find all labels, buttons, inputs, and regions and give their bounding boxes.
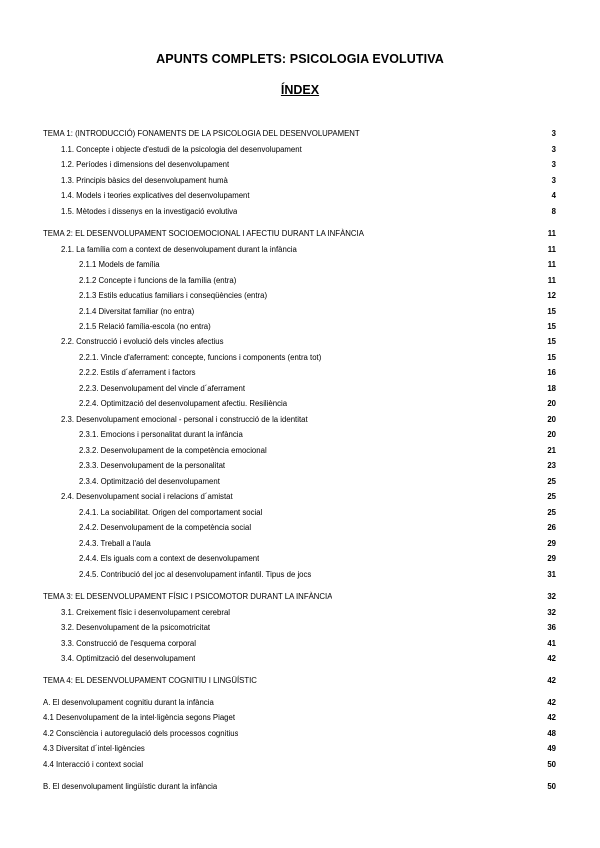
toc-entry-title: 4.3 Diversitat d´intel·ligències	[43, 744, 145, 753]
toc-entry-page: 11	[547, 229, 556, 238]
toc-entry-page: 20	[547, 415, 556, 424]
toc-entry-title: 2.4.5. Contribució del joc al desenvolupament infantil. Tipus de jocs	[79, 570, 312, 579]
toc-entry-title: TEMA 3: EL DESENVOLUPAMENT FÍSIC I PSICOMOTOR DURANT LA INFÀNCIA	[43, 592, 333, 601]
toc-entry-page: 50	[547, 782, 556, 791]
toc-entry[interactable]	[43, 759, 556, 771]
toc-entry-title: 3.3. Construcció de l'esquema corporal	[61, 639, 196, 648]
toc-entry-title: 2.4.3. Treball a l'aula	[79, 539, 151, 548]
toc-entry[interactable]	[43, 697, 556, 709]
toc-entry-title: 2.1.2 Concepte i funcions de la família (entra)	[79, 276, 237, 285]
toc-entry-title: 4.1 Desenvolupament de la intel·ligència segons Piaget	[43, 713, 236, 722]
toc-entry-title: 1.3. Principis bàsics del desenvolupament humà	[61, 176, 228, 185]
toc-entry-page: 32	[547, 592, 556, 601]
toc-entry-title: 2.1.1 Models de família	[79, 260, 160, 269]
toc-entry-page: 15	[547, 337, 556, 346]
toc-entry[interactable]	[79, 306, 556, 318]
toc-entry[interactable]	[79, 522, 556, 534]
toc-entry-title: 1.1. Concepte i objecte d'estudi de la psicologia del desenvolupament	[61, 145, 302, 154]
toc-entry-page: 31	[547, 570, 556, 579]
toc-entry-title: TEMA 2: EL DESENVOLUPAMENT SOCIOEMOCIONAL I AFECTIU DURANT LA INFÀNCIA	[43, 229, 364, 238]
toc-entry-page: 25	[547, 492, 556, 501]
toc-entry-title: 2.4.4. Els iguals com a context de desenvolupament	[79, 554, 260, 563]
toc-entry-page: 15	[547, 353, 556, 362]
toc-entry[interactable]	[61, 491, 556, 503]
toc-entry-page: 36	[547, 623, 556, 632]
toc-entry[interactable]	[79, 290, 556, 302]
toc-entry-title: A. El desenvolupament cognitiu durant la infància	[43, 698, 214, 707]
toc-entry-page: 25	[547, 477, 556, 486]
toc-entry[interactable]	[79, 507, 556, 519]
toc-entry[interactable]	[61, 190, 556, 202]
toc-entry[interactable]	[79, 259, 556, 271]
toc-entry[interactable]	[79, 367, 556, 379]
toc-entry-page: 12	[547, 291, 556, 300]
toc-entry-title: 3.4. Optimització del desenvolupament	[61, 654, 196, 663]
toc-entry[interactable]	[61, 244, 556, 256]
toc-entry-title: 4.2 Consciència i autoregulació dels processos cognitius	[43, 729, 239, 738]
toc-entry-title: 1.4. Models i teories explicatives del desenvolupament	[61, 191, 250, 200]
toc-entry-title: 2.4. Desenvolupament social i relacions d´amistat	[61, 492, 233, 501]
toc-entry[interactable]	[79, 460, 556, 472]
toc-entry-page: 18	[547, 384, 556, 393]
toc-entry[interactable]	[79, 398, 556, 410]
toc-entry-page: 8	[551, 207, 556, 216]
toc-entry-page: 50	[547, 760, 556, 769]
index-heading: ÍNDEX	[280, 83, 320, 97]
toc-entry-title: 2.3.2. Desenvolupament de la competència emocional	[79, 446, 267, 455]
toc-entry[interactable]	[79, 383, 556, 395]
toc-entry-page: 20	[547, 430, 556, 439]
toc-entry-title: TEMA 4: EL DESENVOLUPAMENT COGNITIU I LINGÜÍSTIC	[43, 676, 257, 685]
toc-entry-title: 2.2. Construcció i evolució dels vincles afectius	[61, 337, 224, 346]
toc-entry-page: 42	[547, 713, 556, 722]
toc-entry[interactable]	[43, 228, 556, 240]
toc-entry[interactable]	[61, 607, 556, 619]
toc-entry[interactable]	[43, 128, 556, 140]
document-title: APUNTS COMPLETS: PSICOLOGIA EVOLUTIVA	[156, 52, 444, 66]
toc-entry-title: 2.3.1. Emocions i personalitat durant la infància	[79, 430, 243, 439]
toc-entry[interactable]	[61, 159, 556, 171]
toc-entry-page: 11	[547, 245, 556, 254]
toc-entry-page: 16	[547, 368, 556, 377]
toc-entry-title: 2.3.4. Optimització del desenvolupament	[79, 477, 220, 486]
toc-entry-title: 4.4 Interacció i context social	[43, 760, 144, 769]
toc-entry[interactable]	[79, 569, 556, 581]
toc-entry-page: 3	[551, 176, 556, 185]
toc-entry-page: 15	[547, 322, 556, 331]
toc-entry-page: 42	[547, 676, 556, 685]
toc-entry-page: 3	[551, 145, 556, 154]
toc-entry-page: 11	[547, 260, 556, 269]
toc-entry-page: 32	[547, 608, 556, 617]
toc-entry-title: 2.2.3. Desenvolupament del vincle d´aferrament	[79, 384, 245, 393]
toc-entry[interactable]	[43, 743, 556, 755]
toc-entry-title: 2.2.4. Optimització del desenvolupament afectiu. Resiliència	[79, 399, 288, 408]
toc-entry-page: 3	[551, 160, 556, 169]
toc-entry[interactable]	[43, 591, 556, 603]
toc-entry-title: 2.1.4 Diversitat familiar (no entra)	[79, 307, 195, 316]
toc-entry[interactable]	[61, 653, 556, 665]
toc-entry-page: 41	[547, 639, 556, 648]
toc-entry-page: 11	[547, 276, 556, 285]
toc-entry[interactable]	[79, 321, 556, 333]
toc-entry[interactable]	[61, 622, 556, 634]
toc-entry[interactable]	[61, 144, 556, 156]
toc-entry-page: 3	[551, 129, 556, 138]
toc-entry[interactable]	[61, 175, 556, 187]
toc-entry[interactable]	[79, 553, 556, 565]
toc-entry[interactable]	[43, 712, 556, 724]
toc-entry-title: 2.2.1. Vincle d'aferrament: concepte, funcions i components (entra tot)	[79, 353, 322, 362]
toc-entry[interactable]	[79, 476, 556, 488]
toc-entry-title: 2.3.3. Desenvolupament de la personalitat	[79, 461, 226, 470]
toc-entry-title: 2.4.2. Desenvolupament de la competència social	[79, 523, 252, 532]
toc-entry-page: 4	[551, 191, 556, 200]
toc-entry-page: 21	[547, 446, 556, 455]
toc-entry[interactable]	[79, 445, 556, 457]
toc-entry[interactable]	[79, 275, 556, 287]
toc-entry[interactable]	[43, 728, 556, 740]
toc-entry-page: 49	[547, 744, 556, 753]
toc-entry-title: B. El desenvolupament lingüístic durant la infància	[43, 782, 218, 791]
toc-entry[interactable]	[61, 336, 556, 348]
toc-entry-page: 26	[547, 523, 556, 532]
toc-entry-page: 20	[547, 399, 556, 408]
toc-entry-title: 2.1. La família com a context de desenvolupament durant la infància	[61, 245, 297, 254]
toc-entry-page: 25	[547, 508, 556, 517]
toc-entry-title: 2.1.3 Estils educatius familiars i conseqüències (entra)	[79, 291, 268, 300]
toc-entry-page: 15	[547, 307, 556, 316]
toc-entry-title: 2.2.2. Estils d´aferrament i factors	[79, 368, 196, 377]
toc-entry-title: TEMA 1: (INTRODUCCIÓ) FONAMENTS DE LA PSICOLOGIA DEL DESENVOLUPAMENT	[43, 129, 360, 138]
toc-entry-page: 29	[547, 554, 556, 563]
toc-entry-page: 23	[547, 461, 556, 470]
toc-entry-title: 2.1.5 Relació família-escola (no entra)	[79, 322, 211, 331]
toc-entry-page: 29	[547, 539, 556, 548]
toc-entry-page: 48	[547, 729, 556, 738]
toc-entry-title: 3.1. Creixement físic i desenvolupament cerebral	[61, 608, 231, 617]
toc-entry[interactable]	[79, 352, 556, 364]
toc-entry[interactable]	[43, 781, 556, 793]
toc-entry[interactable]	[61, 206, 556, 218]
toc-entry[interactable]	[61, 638, 556, 650]
toc-entry-title: 1.5. Mètodes i dissenys en la investigació evolutiva	[61, 207, 238, 216]
toc-entry-page: 42	[547, 654, 556, 663]
toc-entry[interactable]	[79, 538, 556, 550]
toc-entry[interactable]	[43, 675, 556, 687]
toc-entry-title: 1.2. Períodes i dimensions del desenvolupament	[61, 160, 230, 169]
toc-entry-page: 42	[547, 698, 556, 707]
toc-entry[interactable]	[61, 414, 556, 426]
toc-entry-title: 3.2. Desenvolupament de la psicomotricitat	[61, 623, 211, 632]
toc-entry[interactable]	[79, 429, 556, 441]
toc-entry-title: 2.4.1. La sociabilitat. Origen del comportament social	[79, 508, 263, 517]
toc-entry-title: 2.3. Desenvolupament emocional - personal i construcció de la identitat	[61, 415, 308, 424]
